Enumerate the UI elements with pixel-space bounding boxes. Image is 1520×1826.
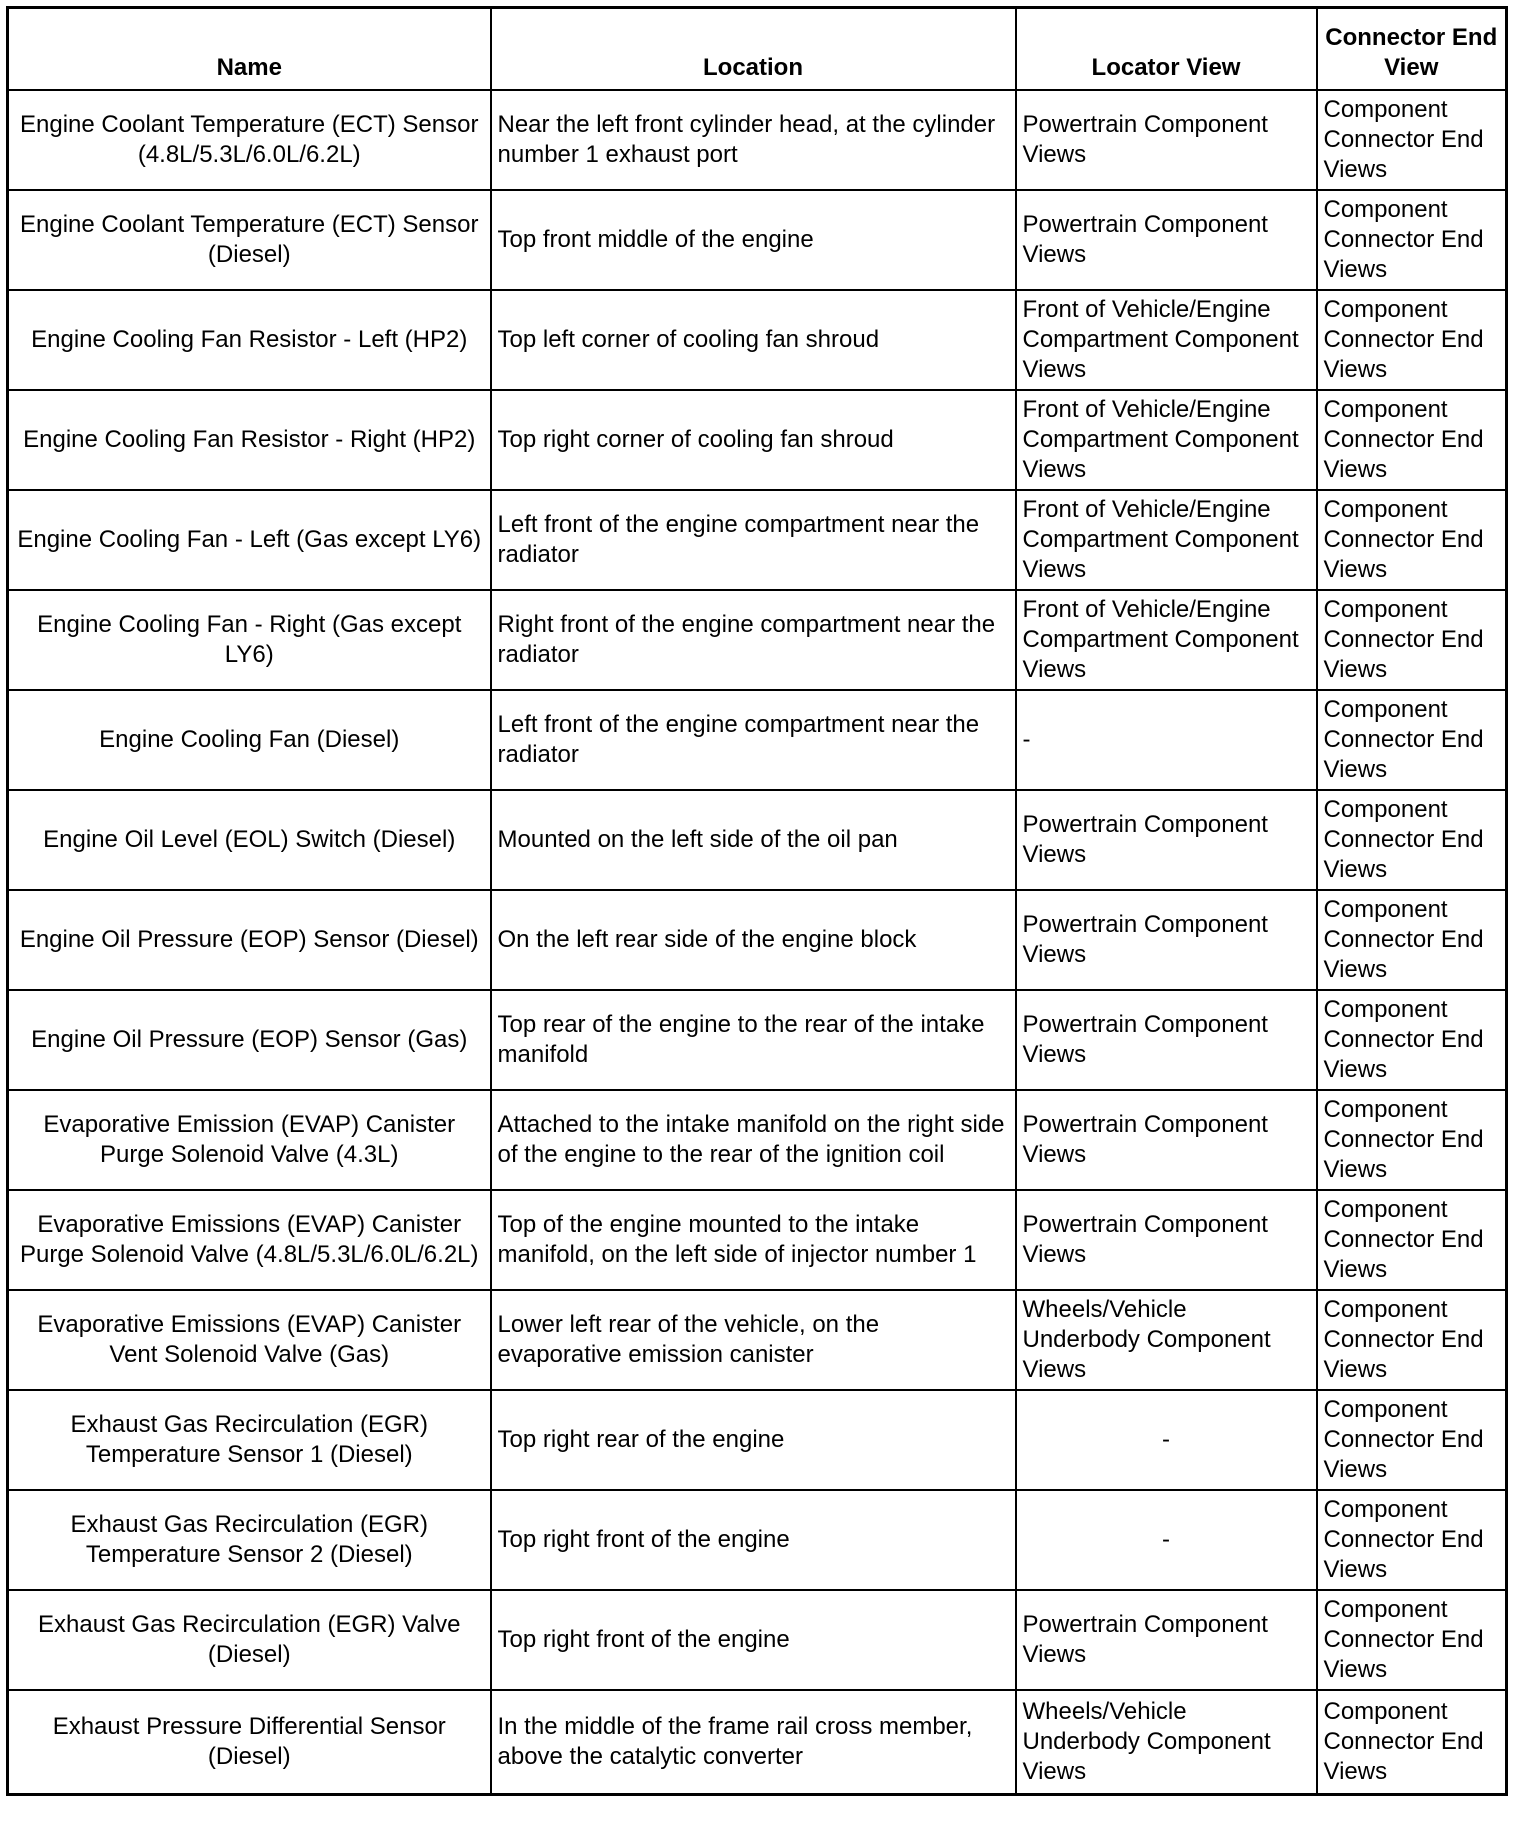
cell-locator-view: Wheels/Vehicle Underbody Component Views: [1016, 1290, 1317, 1390]
cell-connector-end-view: Component Connector End Views: [1317, 490, 1507, 590]
table-row: [8, 1490, 1507, 1590]
cell-locator-view: Powertrain Component Views: [1016, 990, 1317, 1090]
cell-connector-end-view: Component Connector End Views: [1317, 890, 1507, 990]
table-row: [8, 1090, 1507, 1190]
cell-name: Engine Cooling Fan Resistor - Left (HP2): [8, 290, 491, 390]
table-header: [8, 8, 1507, 91]
table-row: [8, 1190, 1507, 1290]
cell-locator-view: Wheels/Vehicle Underbody Component Views: [1016, 1690, 1317, 1794]
cell-location: Top right front of the engine: [491, 1490, 1016, 1590]
cell-location: Attached to the intake manifold on the right side of the engine to the rear of the ignition coil: [491, 1090, 1016, 1190]
table-row: [8, 290, 1507, 390]
cell-location: Top left corner of cooling fan shroud: [491, 290, 1016, 390]
cell-name: Evaporative Emission (EVAP) Canister Purge Solenoid Valve (4.3L): [8, 1090, 491, 1190]
cell-connector-end-view: Component Connector End Views: [1317, 590, 1507, 690]
cell-locator-view: Powertrain Component Views: [1016, 1190, 1317, 1290]
cell-location: Top right front of the engine: [491, 1590, 1016, 1690]
cell-connector-end-view: Component Connector End Views: [1317, 990, 1507, 1090]
cell-name: Exhaust Gas Recirculation (EGR) Valve (Diesel): [8, 1590, 491, 1690]
cell-locator-view: Front of Vehicle/Engine Compartment Component Views: [1016, 490, 1317, 590]
table-row: [8, 1390, 1507, 1490]
header-name: Name: [8, 8, 491, 91]
cell-location: Top of the engine mounted to the intake manifold, on the left side of injector number 1: [491, 1190, 1016, 1290]
cell-connector-end-view: Component Connector End Views: [1317, 190, 1507, 290]
cell-location: Top right rear of the engine: [491, 1390, 1016, 1490]
cell-location: Near the left front cylinder head, at the cylinder number 1 exhaust port: [491, 90, 1016, 190]
cell-name: Evaporative Emissions (EVAP) Canister Vent Solenoid Valve (Gas): [8, 1290, 491, 1390]
table-body: [8, 90, 1507, 1794]
cell-locator-view: -: [1016, 1390, 1317, 1490]
cell-connector-end-view: Component Connector End Views: [1317, 390, 1507, 490]
cell-name: Engine Oil Level (EOL) Switch (Diesel): [8, 790, 491, 890]
header-location: Location: [491, 8, 1016, 91]
cell-location: Left front of the engine compartment near the radiator: [491, 490, 1016, 590]
table-row: [8, 390, 1507, 490]
cell-connector-end-view: Component Connector End Views: [1317, 1490, 1507, 1590]
cell-location: Mounted on the left side of the oil pan: [491, 790, 1016, 890]
cell-location: Left front of the engine compartment near the radiator: [491, 690, 1016, 790]
cell-connector-end-view: Component Connector End Views: [1317, 790, 1507, 890]
cell-name: Engine Coolant Temperature (ECT) Sensor (4.8L/5.3L/6.0L/6.2L): [8, 90, 491, 190]
cell-name: Engine Oil Pressure (EOP) Sensor (Gas): [8, 990, 491, 1090]
cell-location: On the left rear side of the engine block: [491, 890, 1016, 990]
cell-locator-view: Front of Vehicle/Engine Compartment Component Views: [1016, 390, 1317, 490]
cell-connector-end-view: Component Connector End Views: [1317, 290, 1507, 390]
cell-locator-view: Powertrain Component Views: [1016, 890, 1317, 990]
cell-connector-end-view: Component Connector End Views: [1317, 1090, 1507, 1190]
cell-locator-view: Powertrain Component Views: [1016, 190, 1317, 290]
cell-locator-view: Powertrain Component Views: [1016, 1090, 1317, 1190]
cell-connector-end-view: Component Connector End Views: [1317, 690, 1507, 790]
cell-name: Engine Cooling Fan - Left (Gas except LY6): [8, 490, 491, 590]
cell-locator-view: Powertrain Component Views: [1016, 90, 1317, 190]
table-row: [8, 190, 1507, 290]
cell-connector-end-view: Component Connector End Views: [1317, 1290, 1507, 1390]
cell-name: Engine Cooling Fan - Right (Gas except LY6): [8, 590, 491, 690]
cell-location: Right front of the engine compartment near the radiator: [491, 590, 1016, 690]
table-row: [8, 1590, 1507, 1690]
cell-connector-end-view: Component Connector End Views: [1317, 90, 1507, 190]
cell-name: Exhaust Gas Recirculation (EGR) Temperature Sensor 1 (Diesel): [8, 1390, 491, 1490]
table-row: [8, 90, 1507, 190]
cell-name: Exhaust Pressure Differential Sensor (Diesel): [8, 1690, 491, 1794]
table-row: [8, 990, 1507, 1090]
table-row: [8, 490, 1507, 590]
cell-locator-view: Powertrain Component Views: [1016, 790, 1317, 890]
cell-location: Top rear of the engine to the rear of the intake manifold: [491, 990, 1016, 1090]
cell-location: Lower left rear of the vehicle, on the evaporative emission canister: [491, 1290, 1016, 1390]
cell-connector-end-view: Component Connector End Views: [1317, 1190, 1507, 1290]
cell-locator-view: Front of Vehicle/Engine Compartment Component Views: [1016, 290, 1317, 390]
cell-locator-view: -: [1016, 1490, 1317, 1590]
header-row: [8, 8, 1507, 91]
cell-name: Engine Cooling Fan (Diesel): [8, 690, 491, 790]
cell-locator-view: Powertrain Component Views: [1016, 1590, 1317, 1690]
table-row: [8, 790, 1507, 890]
cell-location: Top front middle of the engine: [491, 190, 1016, 290]
cell-locator-view: Front of Vehicle/Engine Compartment Component Views: [1016, 590, 1317, 690]
cell-name: Engine Oil Pressure (EOP) Sensor (Diesel): [8, 890, 491, 990]
cell-connector-end-view: Component Connector End Views: [1317, 1690, 1507, 1794]
table-row: [8, 1290, 1507, 1390]
cell-name: Evaporative Emissions (EVAP) Canister Purge Solenoid Valve (4.8L/5.3L/6.0L/6.2L): [8, 1190, 491, 1290]
cell-name: Exhaust Gas Recirculation (EGR) Temperature Sensor 2 (Diesel): [8, 1490, 491, 1590]
cell-name: Engine Coolant Temperature (ECT) Sensor (Diesel): [8, 190, 491, 290]
component-locator-table: [6, 6, 1508, 1796]
cell-locator-view: -: [1016, 690, 1317, 790]
cell-location: In the middle of the frame rail cross member, above the catalytic converter: [491, 1690, 1016, 1794]
header-connector-end-view: Connector End View: [1317, 8, 1507, 91]
header-locator-view: Locator View: [1016, 8, 1317, 91]
cell-connector-end-view: Component Connector End Views: [1317, 1590, 1507, 1690]
cell-name: Engine Cooling Fan Resistor - Right (HP2): [8, 390, 491, 490]
table-row: [8, 890, 1507, 990]
cell-location: Top right corner of cooling fan shroud: [491, 390, 1016, 490]
table-row: [8, 690, 1507, 790]
cell-connector-end-view: Component Connector End Views: [1317, 1390, 1507, 1490]
table-row: [8, 1690, 1507, 1794]
table-row: [8, 590, 1507, 690]
